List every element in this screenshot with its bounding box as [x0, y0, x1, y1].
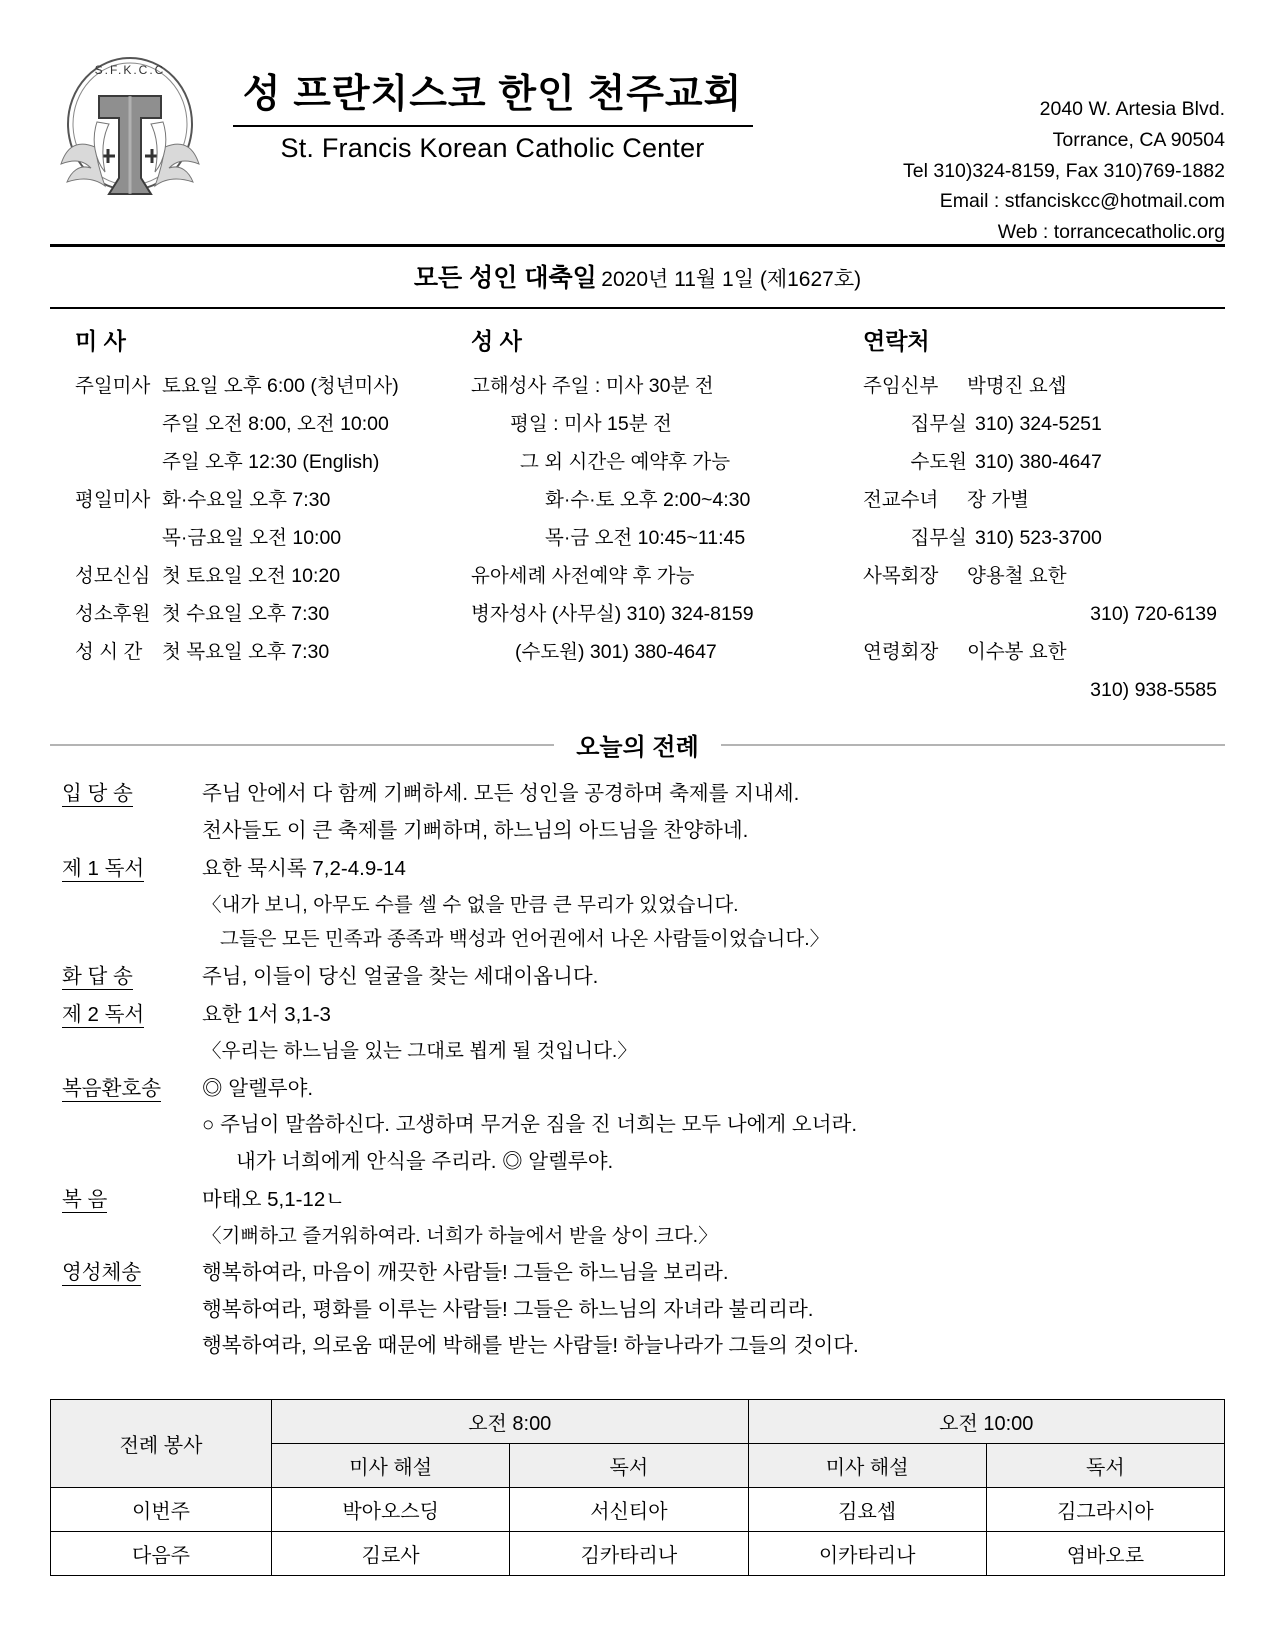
liturgy-line: 행복하여라, 의로움 때문에 박해를 받는 사람들! 하늘나라가 그들의 것이다. — [202, 1334, 859, 1358]
liturgy-section-title: 오늘의 전례 — [576, 734, 699, 762]
liturgy-item-label — [50, 1071, 202, 1101]
contact-key: 집무실 — [910, 413, 967, 436]
liturgy-item-label — [50, 959, 202, 989]
liturgy-item — [50, 959, 1225, 995]
mass-label — [50, 443, 162, 481]
liturgy-label-text: 복 음 — [62, 1188, 108, 1212]
phone-fax: Tel 310)324-8159, Fax 310)769-1882 — [903, 159, 1225, 182]
contact-value: 310) 720-6139 — [1090, 603, 1217, 626]
liturgy-item — [50, 1071, 1225, 1180]
liturgy-line: 주님, 이들이 당신 얼굴을 찾는 세대이옵니다. — [202, 965, 599, 988]
liturgy-label-text: 제 1 독서 — [62, 857, 145, 881]
mass-label: 주일미사 — [75, 375, 151, 397]
liturgy-item — [50, 1182, 1225, 1253]
address-line-1: 2040 W. Artesia Blvd. — [1039, 98, 1225, 120]
liturgy-label-text: 복음환호송 — [62, 1076, 162, 1100]
title-divider — [233, 125, 753, 127]
liturgy-list — [50, 762, 1225, 1365]
info-columns — [50, 309, 1225, 709]
mass-row — [50, 367, 465, 405]
divider-line-left — [50, 744, 554, 746]
contact-value: 310) 523-3700 — [975, 527, 1102, 550]
liturgy-item — [50, 997, 1225, 1068]
church-emblem-icon — [55, 52, 205, 212]
liturgy-line: 행복하여라, 평화를 이루는 사람들! 그들은 하느님의 자녀라 불리리라. — [202, 1297, 814, 1321]
liturgy-item-lines — [202, 851, 1225, 957]
table-cell: 김로사 — [272, 1532, 510, 1576]
mass-row — [50, 633, 465, 671]
contact-key: 집무실 — [910, 527, 967, 550]
table-header-row — [51, 1400, 1225, 1444]
contact-value: 310) 938-5585 — [1090, 679, 1217, 702]
contact-row — [855, 633, 1225, 671]
liturgy-item-label — [50, 997, 202, 1027]
table-group-header-10am: 오전 10:00 — [748, 1400, 1225, 1444]
mass-heading: 미 사 — [75, 328, 126, 354]
liturgy-line: 요한 묵시록 7,2-4.9-14 — [202, 857, 406, 881]
liturgy-item — [50, 1255, 1225, 1364]
website: Web : torrancecatholic.org — [997, 221, 1225, 244]
liturgy-item-label — [50, 1255, 202, 1285]
sacrament-row: 유아세례 사전예약 후 가능 — [471, 565, 695, 588]
mass-label: 성 시 간 — [75, 641, 143, 664]
church-name-english: St. Francis Korean Catholic Center — [280, 132, 705, 163]
divider-line-right — [721, 744, 1225, 746]
contact-value: 이수봉 요한 — [967, 641, 1067, 664]
mass-value: 화·수요일 오후 7:30 — [162, 489, 331, 512]
feast-name: 모든 성인 대축일 — [413, 264, 597, 292]
mass-label: 성모신심 — [75, 565, 151, 588]
liturgy-label-text: 입 당 송 — [62, 782, 133, 806]
sacraments-heading: 성 사 — [471, 328, 522, 354]
header-contact-info — [775, 46, 1225, 248]
contact-key: 연령회장 — [863, 641, 939, 664]
liturgy-item-label — [50, 776, 202, 806]
mass-row — [50, 443, 465, 481]
table-row — [51, 1532, 1225, 1576]
contact-value: 박명진 요셉 — [967, 375, 1067, 397]
email: Email : stfanciskcc@hotmail.com — [939, 190, 1225, 213]
feast-line — [50, 247, 1225, 304]
table-group-header-8am: 오전 8:00 — [272, 1400, 749, 1444]
contact-row — [855, 595, 1225, 633]
table-subheader-commentator-10am: 미사 해설 — [748, 1444, 986, 1488]
table-corner-header: 전례 봉사 — [51, 1400, 272, 1488]
table-subheader-reader-10am: 독서 — [986, 1444, 1224, 1488]
liturgy-line: 행복하여라, 마음이 깨끗한 사람들! 그들은 하느님을 보리라. — [202, 1261, 729, 1285]
liturgy-line: 그들은 모든 민족과 종족과 백성과 언어권에서 나온 사람들이었습니다.〉 — [220, 928, 830, 951]
address-line-2: Torrance, CA 90504 — [1052, 128, 1225, 151]
liturgy-item-lines — [202, 776, 1225, 849]
table-cell: 박아오스딩 — [272, 1488, 510, 1532]
contact-row — [855, 405, 1225, 443]
contact-value: 310) 324-5251 — [975, 413, 1102, 436]
contact-key: 전교수녀 — [863, 489, 939, 512]
table-row-label: 이번주 — [51, 1488, 272, 1532]
liturgy-item-lines — [202, 1071, 1225, 1180]
mass-label: 평일미사 — [75, 489, 151, 512]
liturgy-line: 주님 안에서 다 함께 기뻐하세. 모든 성인을 공경하며 축제를 지내세. — [202, 782, 800, 806]
liturgy-section-divider — [50, 727, 1225, 762]
mass-label — [50, 519, 162, 557]
liturgy-line: 천사들도 이 큰 축제를 기뻐하며, 하느님의 아드님을 찬양하네. — [202, 818, 749, 842]
mass-label — [50, 405, 162, 443]
mass-schedule-column — [50, 323, 465, 709]
sacrament-row: 병자성사 (사무실) 310) 324-8159 — [471, 603, 754, 626]
contact-row — [855, 671, 1225, 709]
table-row — [51, 1488, 1225, 1532]
liturgy-label-text: 영성체송 — [62, 1261, 142, 1285]
liturgy-item — [50, 851, 1225, 957]
contact-value: 310) 380-4647 — [975, 451, 1102, 474]
table-cell: 김요셉 — [748, 1488, 986, 1532]
sacrament-row: 평일 : 미사 15분 전 — [510, 413, 672, 436]
liturgy-item-label — [50, 851, 202, 881]
title-block — [210, 46, 775, 166]
mass-value: 토요일 오후 6:00 (청년미사) — [162, 375, 399, 397]
liturgy-line: ◎ 알렐루야. — [202, 1076, 314, 1100]
table-cell: 염바오로 — [986, 1532, 1224, 1576]
church-name-korean: 성 프란치스코 한인 천주교회 — [242, 73, 743, 116]
mass-row — [50, 595, 465, 633]
sacrament-row: 고해성사 주일 : 미사 30분 전 — [471, 375, 714, 397]
liturgy-label-text: 제 2 독서 — [62, 1003, 145, 1027]
mass-value: 주일 오전 8:00, 오전 10:00 — [162, 413, 389, 436]
mass-row — [50, 481, 465, 519]
liturgy-line: 〈내가 보니, 아무도 수를 셀 수 없을 만큼 큰 무리가 있었습니다. — [202, 893, 739, 916]
contacts-heading: 연락처 — [863, 328, 930, 354]
contact-key: 사목회장 — [863, 565, 939, 588]
sacrament-row: 화·수·토 오후 2:00~4:30 — [545, 489, 751, 512]
svg-text:S.F.K.C.C: S.F.K.C.C — [94, 63, 166, 77]
mass-row — [50, 519, 465, 557]
liturgy-line: 내가 너희에게 안식을 주리라. ◎ 알렐루야. — [236, 1149, 614, 1173]
table-cell: 김그라시아 — [986, 1488, 1224, 1532]
liturgy-item — [50, 776, 1225, 849]
liturgy-item-lines — [202, 959, 1225, 995]
table-subheader-commentator-8am: 미사 해설 — [272, 1444, 510, 1488]
contact-row — [855, 519, 1225, 557]
logo — [50, 46, 210, 212]
mass-row — [50, 557, 465, 595]
table-cell: 김카타리나 — [510, 1532, 748, 1576]
liturgy-item-label — [50, 1182, 202, 1212]
mass-value: 첫 수요일 오후 7:30 — [162, 603, 330, 626]
liturgy-line: 〈우리는 하느님을 있는 그대로 뵙게 될 것입니다.〉 — [202, 1039, 637, 1062]
liturgy-line: 요한 1서 3,1-3 — [202, 1003, 331, 1027]
liturgical-service-table — [50, 1399, 1225, 1576]
sacrament-row: 목·금 오전 10:45~11:45 — [545, 527, 746, 550]
mass-value: 첫 목요일 오후 7:30 — [162, 641, 330, 664]
liturgy-item-lines — [202, 1182, 1225, 1253]
contact-key: 수도원 — [910, 451, 967, 474]
contact-key: 주임신부 — [863, 375, 939, 397]
sacraments-column — [465, 323, 855, 709]
contact-row — [855, 367, 1225, 405]
contact-value: 장 가별 — [967, 489, 1029, 512]
table-subheader-reader-8am: 독서 — [510, 1444, 748, 1488]
liturgy-line: 〈기뻐하고 즐거워하여라. 너희가 하늘에서 받을 상이 크다.〉 — [202, 1224, 718, 1247]
mass-value: 목·금요일 오전 10:00 — [162, 527, 342, 550]
contact-value: 양용철 요한 — [967, 565, 1067, 588]
sacrament-row: 그 외 시간은 예약후 가능 — [520, 451, 731, 474]
mass-value: 첫 토요일 오전 10:20 — [162, 565, 341, 588]
contact-row — [855, 443, 1225, 481]
table-cell: 서신티아 — [510, 1488, 748, 1532]
liturgy-item-lines — [202, 997, 1225, 1068]
page-header — [50, 46, 1225, 244]
contact-row — [855, 557, 1225, 595]
mass-row — [50, 405, 465, 443]
liturgy-label-text: 화 답 송 — [62, 965, 133, 988]
feast-date: 2020년 11월 1일 (제1627호) — [601, 268, 862, 291]
table-cell: 이카타리나 — [748, 1532, 986, 1576]
contact-row — [855, 481, 1225, 519]
table-row-label: 다음주 — [51, 1532, 272, 1576]
liturgy-line: ○ 주님이 말씀하신다. 고생하며 무거운 짐을 진 너희는 모두 나에게 오너라. — [202, 1113, 858, 1137]
contacts-column — [855, 323, 1225, 709]
mass-label: 성소후원 — [75, 603, 151, 626]
liturgy-item-lines — [202, 1255, 1225, 1364]
liturgy-line: 마태오 5,1-12ㄴ — [202, 1188, 346, 1212]
mass-value: 주일 오후 12:30 (English) — [162, 451, 380, 474]
sacrament-row: (수도원) 301) 380-4647 — [515, 641, 717, 664]
